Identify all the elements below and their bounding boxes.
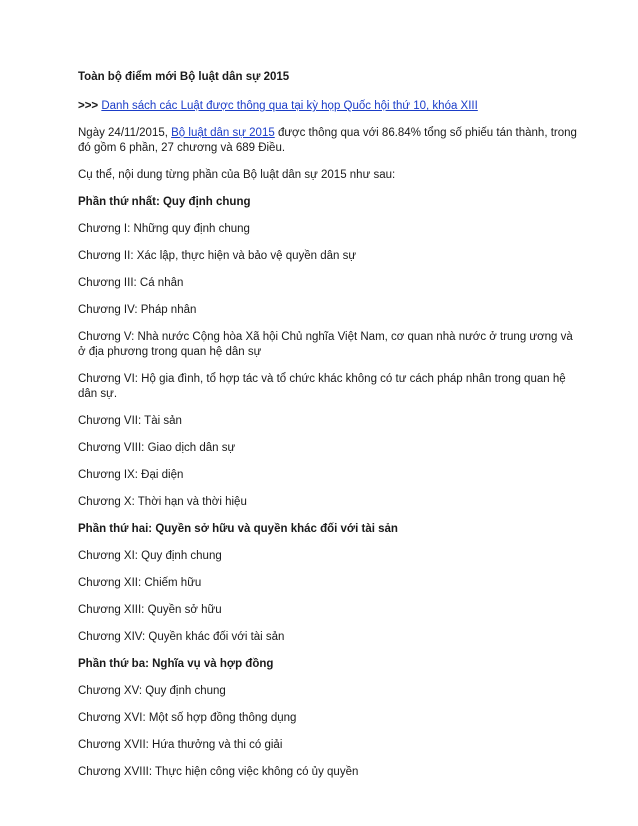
chapter-item: Chương XI: Quy định chung	[78, 550, 222, 562]
chapter-item: Chương X: Thời hạn và thời hiệu	[78, 496, 247, 508]
chapter-item: Chương II: Xác lập, thực hiện và bảo vệ quyền dân sự	[78, 250, 357, 262]
chapter-item: Chương IV: Pháp nhân	[78, 304, 197, 316]
chapter-item: Chương XIII: Quyền sở hữu	[78, 604, 222, 616]
chapter-item: Chương IX: Đại diện	[78, 469, 184, 481]
summary-paragraph: Cụ thể, nội dung từng phần của Bộ luật dân sự 2015 như sau:	[78, 169, 396, 181]
chapter-item: Chương XVII: Hứa thưởng và thi có giải	[78, 739, 283, 751]
chapter-item: Chương I: Những quy định chung	[78, 223, 250, 235]
chapter-item: Chương XVIII: Thực hiện công việc không có ủy quyền	[78, 766, 359, 778]
part-3-heading: Phần thứ ba: Nghĩa vụ và hợp đồng	[78, 658, 274, 670]
intro-after: được thông qua với 86.84% tổng số phiếu tán thành, trong đó gồm 6 phần, 27 chương và 689 Điều.	[78, 127, 577, 154]
related-link-line	[78, 99, 578, 114]
laws-list-link[interactable]: Danh sách các Luật được thông qua tại kỳ họp Quốc hội thứ 10, khóa XIII	[101, 100, 478, 112]
link-prefix: >>>	[78, 100, 102, 112]
chapter-item: Chương XIV: Quyền khác đối với tài sản	[78, 631, 285, 643]
part-2-heading: Phần thứ hai: Quyền sở hữu và quyền khác đối với tài sản	[78, 523, 398, 535]
chapter-item: Chương XV: Quy định chung	[78, 685, 226, 697]
part-1-heading: Phần thứ nhất: Quy định chung	[78, 196, 251, 208]
chapter-item: Chương XVI: Một số hợp đồng thông dụng	[78, 712, 297, 724]
civil-code-link[interactable]: Bộ luật dân sự 2015	[171, 127, 275, 139]
chapter-item: Chương III: Cá nhân	[78, 277, 184, 289]
intro-before: Ngày 24/11/2015,	[78, 127, 172, 139]
chapter-item: Chương VIII: Giao dịch dân sự	[78, 442, 236, 454]
chapter-item: Chương VI: Hộ gia đình, tổ hợp tác và tổ chức khác không có tư cách pháp nhân trong quan hệ dân sự.	[78, 373, 566, 400]
chapter-item: Chương V: Nhà nước Cộng hòa Xã hội Chủ nghĩa Việt Nam, cơ quan nhà nước ở trung ương và ở địa phương trong quan hệ dân sự	[78, 331, 573, 358]
document-title: Toàn bộ điểm mới Bộ luật dân sự 2015	[78, 71, 290, 83]
chapter-item: Chương XII: Chiếm hữu	[78, 577, 202, 589]
chapter-item: Chương VII: Tài sản	[78, 415, 182, 427]
intro-paragraph	[78, 126, 578, 156]
